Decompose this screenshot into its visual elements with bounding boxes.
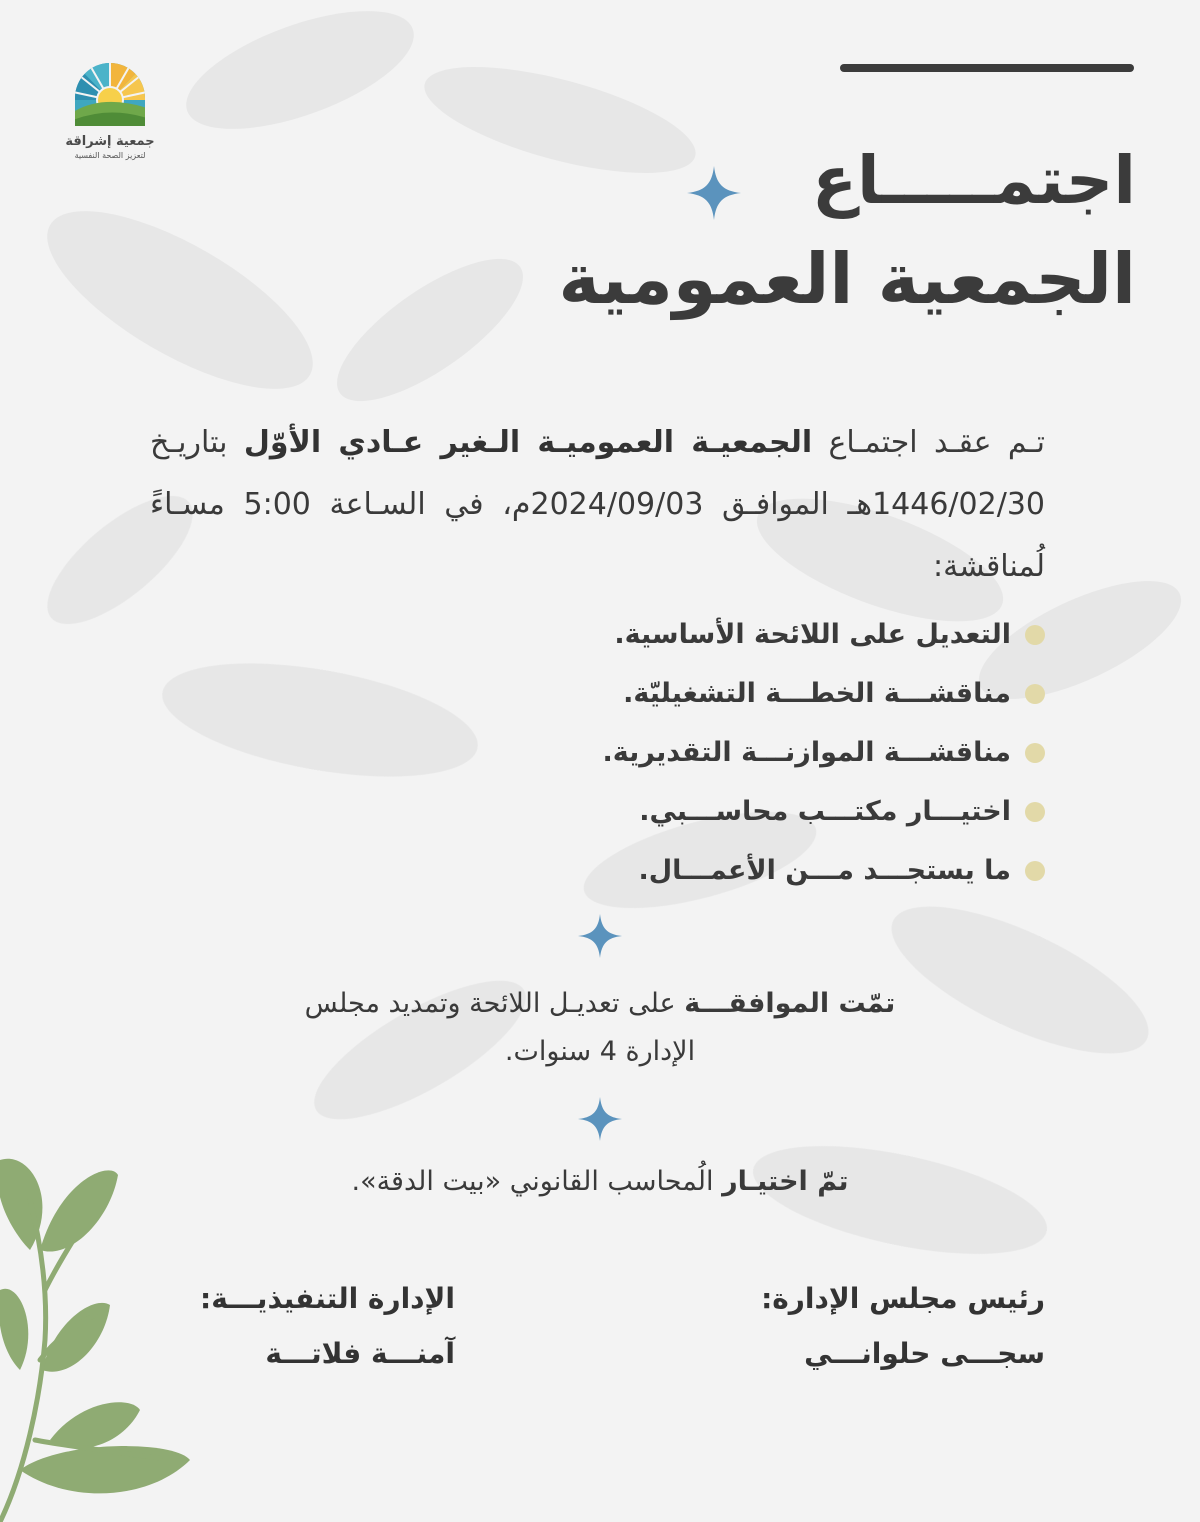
intro-text-2: بتاريـخ 1446/02/30هـ الموافـق 2024/09/03م، في السـاعة 5:00 مسـاءً لُمناقشة: bbox=[150, 425, 1045, 584]
logo-name: جمعية إشراقة bbox=[65, 134, 155, 149]
agenda-item bbox=[345, 605, 1045, 664]
bullet-dot-icon bbox=[1025, 861, 1045, 881]
intro-bold-assembly: الجمعيـة العموميـة الـغير عـادي الأوّل bbox=[243, 425, 813, 460]
agenda-list bbox=[345, 605, 1045, 900]
agenda-item-label: مناقشـــة الخطـــة التشغيليّة. bbox=[623, 678, 1011, 709]
decision-accountant bbox=[250, 1158, 950, 1206]
sparkle-icon bbox=[687, 166, 741, 220]
chair-title: رئيس مجلس الإدارة: bbox=[761, 1282, 1045, 1315]
decision-approval-text: على تعديـل اللائحة وتمديد مجلس الإدارة 4 سنوات. bbox=[304, 988, 696, 1067]
exec-title: الإدارة التنفيذيـــة: bbox=[200, 1282, 455, 1315]
bullet-dot-icon bbox=[1025, 684, 1045, 704]
agenda-item-label: مناقشـــة الموازنـــة التقديرية. bbox=[602, 737, 1011, 768]
decision-accountant-bold: تمّ اختيـار bbox=[722, 1166, 849, 1197]
sparkle-icon bbox=[578, 914, 622, 958]
bullet-dot-icon bbox=[1025, 743, 1045, 763]
page-title-line2: الجمعية العمومية bbox=[558, 238, 1136, 320]
intro-text-1: تـم عقـد اجتمـاع bbox=[812, 425, 1045, 460]
page-title-line1: اجتمـــــاع bbox=[811, 142, 1136, 219]
sparkle-icon bbox=[578, 1097, 622, 1141]
signature-chair bbox=[745, 1282, 1045, 1370]
organization-logo bbox=[62, 62, 158, 160]
chair-name: سجـــى حلوانـــي bbox=[804, 1337, 1045, 1370]
decision-accountant-text: الُمحاسب القانوني «بيت الدقة». bbox=[351, 1166, 723, 1197]
sun-rising-arch-logo-icon bbox=[73, 62, 147, 128]
decision-approval-bold: تمّت الموافقـــة bbox=[684, 988, 896, 1019]
agenda-item bbox=[345, 841, 1045, 900]
agenda-item-label: اختيـــار مكتـــب محاســـبي. bbox=[639, 796, 1011, 827]
logo-tagline: لتعزيز الصحة النفسية bbox=[74, 151, 146, 160]
agenda-item-label: ما يستجـــد مـــن الأعمـــال. bbox=[638, 855, 1011, 886]
top-divider-line bbox=[840, 64, 1134, 72]
bullet-dot-icon bbox=[1025, 802, 1045, 822]
agenda-item bbox=[345, 723, 1045, 782]
agenda-item bbox=[345, 782, 1045, 841]
bullet-dot-icon bbox=[1025, 625, 1045, 645]
exec-name: آمنـــة فلاتـــة bbox=[265, 1337, 455, 1370]
agenda-item-label: التعديل على اللائحة الأساسية. bbox=[614, 619, 1011, 650]
intro-paragraph bbox=[150, 412, 1045, 598]
signature-executive bbox=[155, 1282, 455, 1370]
decision-approval bbox=[300, 980, 900, 1076]
agenda-item bbox=[345, 664, 1045, 723]
